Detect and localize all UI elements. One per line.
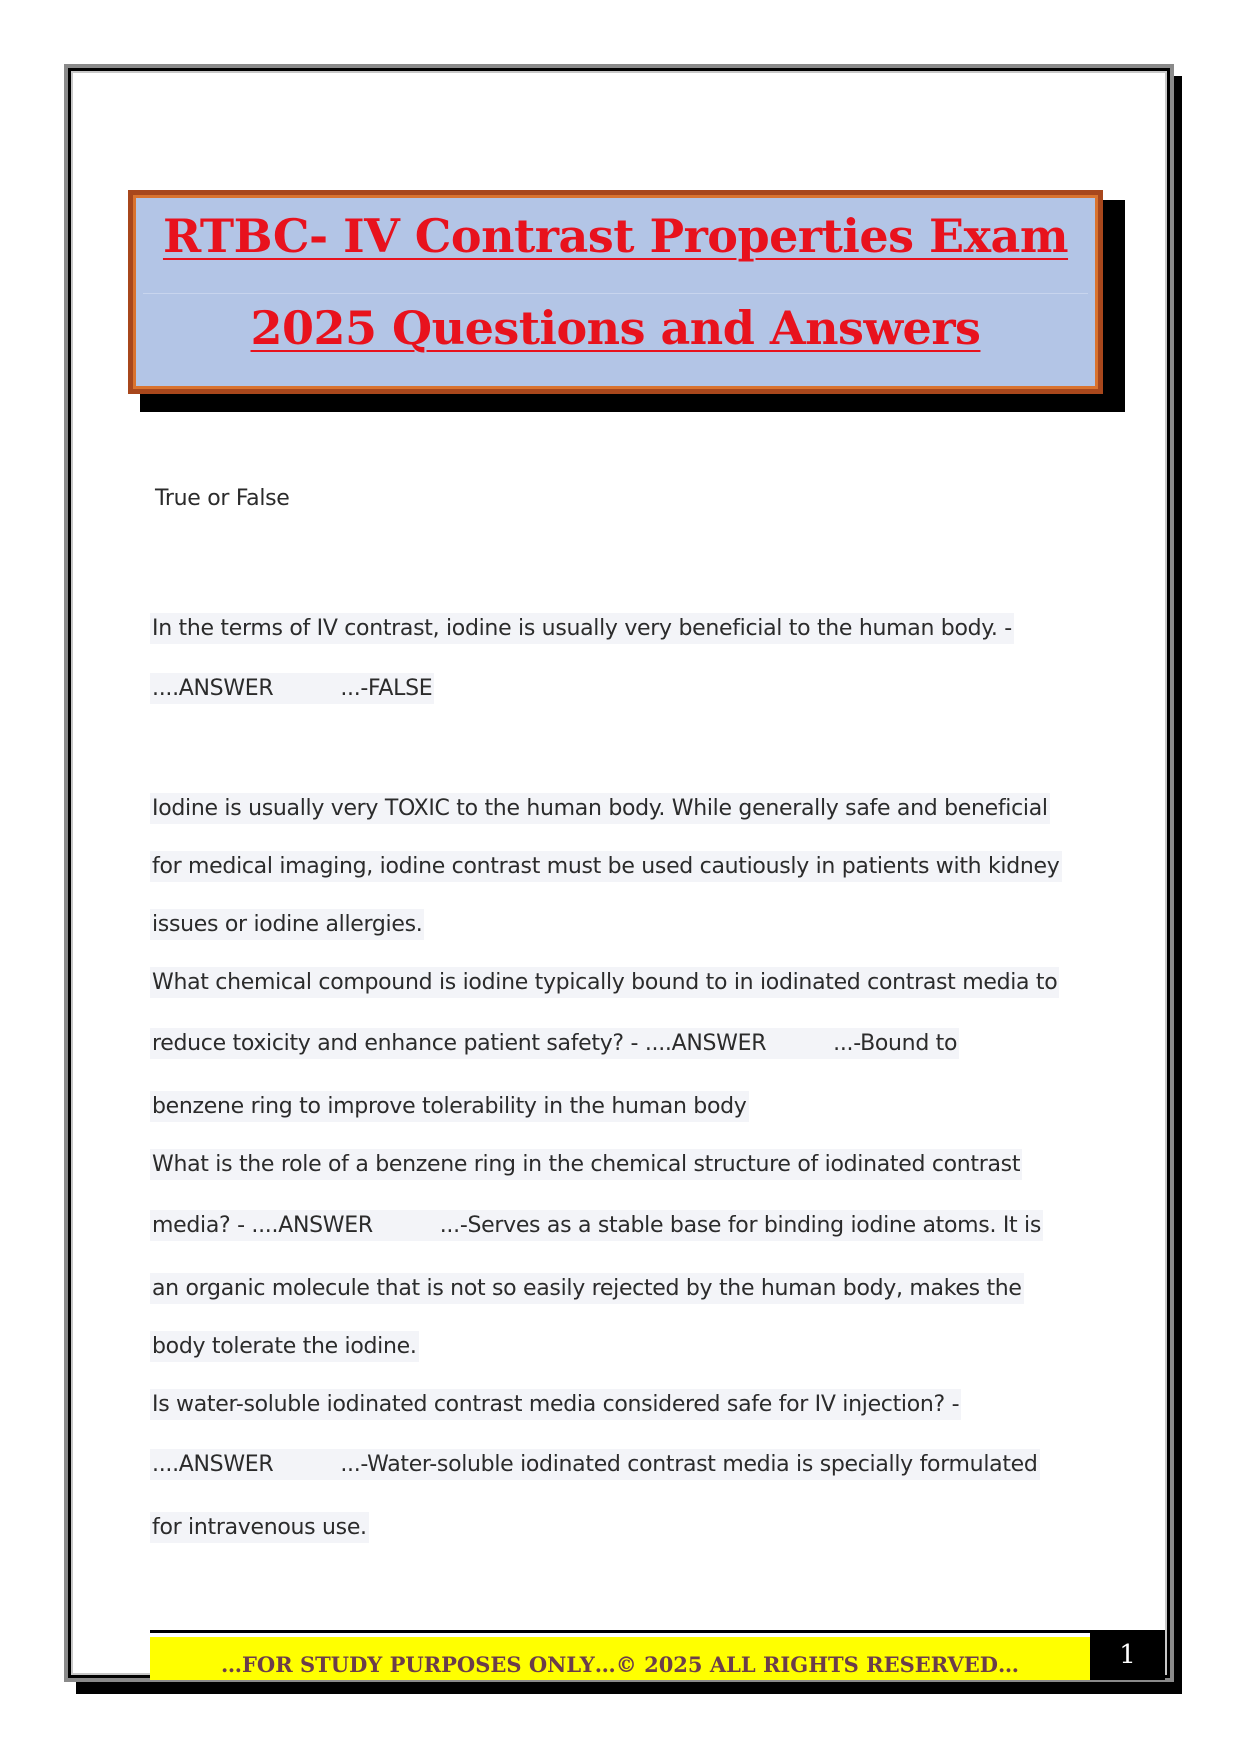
question-line: What chemical compound is iodine typically bound to in iodinated contrast media to: [150, 970, 1080, 995]
question-line: media? - ....ANSWER ...-Serves as a stable base for binding iodine atoms. It is: [150, 1213, 1080, 1238]
title-box: [128, 190, 1103, 394]
page-number: 1: [1090, 1630, 1165, 1680]
section-heading: True or False: [155, 486, 290, 511]
answer-line: benzene ring to improve tolerability in the human body: [150, 1094, 1080, 1119]
question-line: reduce toxicity and enhance patient safety? - ....ANSWER ...-Bound to: [150, 1031, 1080, 1056]
question-line: What is the role of a benzene ring in the chemical structure of iodinated contrast: [150, 1152, 1080, 1177]
question-line: Is water-soluble iodinated contrast media considered safe for IV injection? -: [150, 1392, 1080, 1417]
text-line: In the terms of IV contrast, iodine is usually very beneficial to the human body. -: [150, 616, 1080, 641]
document-title-line-2: 2025 Questions and Answers: [250, 301, 981, 355]
answer-line: ....ANSWER ...-Water-soluble iodinated contrast media is specially formulated: [150, 1452, 1080, 1477]
document-title-line-1: RTBC- IV Contrast Properties Exam: [162, 209, 1069, 263]
answer-line: for intravenous use.: [150, 1515, 1080, 1540]
footer-rule: [150, 1630, 1165, 1633]
text-line: for medical imaging, iodine contrast must be used cautiously in patients with kidney: [150, 854, 1080, 879]
text-line: Iodine is usually very TOXIC to the human body. While generally safe and beneficial: [150, 796, 1080, 821]
footer-banner: …FOR STUDY PURPOSES ONLY…© 2025 ALL RIGHTS RESERVED…: [150, 1637, 1090, 1680]
answer-line: ....ANSWER ...-FALSE: [150, 676, 1080, 701]
title-separator: [143, 293, 1088, 294]
answer-line: body tolerate the iodine.: [150, 1334, 1080, 1359]
text-line: issues or iodine allergies.: [150, 912, 1080, 937]
answer-line: an organic molecule that is not so easily rejected by the human body, makes the: [150, 1276, 1080, 1301]
